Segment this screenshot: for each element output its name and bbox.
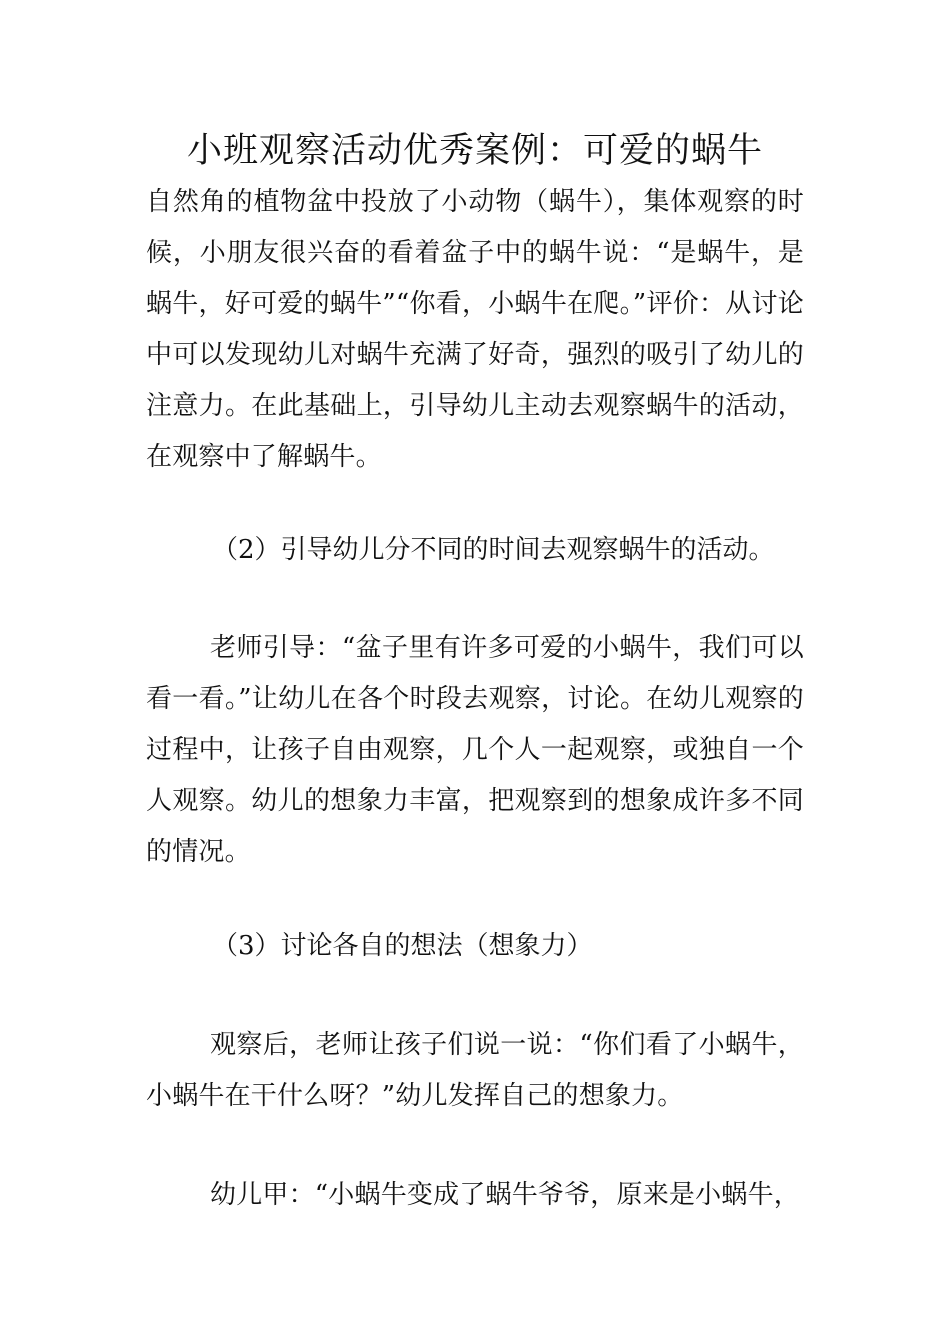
paragraph-intro: 自然角的植物盆中投放了小动物（蜗牛），集体观察的时候，小朋友很兴奋的看着盆子中的蜗牛说：“是蜗牛，是蜗牛，好可爱的蜗牛”“你看，小蜗牛在爬。”评价：从讨论中可以发现幼儿对蜗牛充满了好奇，强烈的吸引了幼儿的注意力。在此基础上，引导幼儿主动去观察蜗牛的活动，在观察中了解蜗牛。 [146, 187, 804, 472]
paragraph-child-a: 幼儿甲：“小蜗牛变成了蜗牛爷爷，原来是小蜗牛， [210, 1180, 800, 1210]
document-title: 小班观察活动优秀案例：可爱的蜗牛 [186, 131, 763, 171]
paragraph-teacher-guidance: 老师引导：“盆子里有许多可爱的小蜗牛，我们可以看一看。”让幼儿在各个时段去观察，讨论。在幼儿观察的过程中，让孩子自由观察，几个人一起观察，或独自一个人观察。幼儿的想象力丰富，把观察到的想象成许多不同的情况。 [146, 633, 804, 867]
paragraph-discussion: 观察后，老师让孩子们说一说：“你们看了小蜗牛，小蜗牛在干什么呀？”幼儿发挥自己的想象力。 [146, 1030, 804, 1111]
section-heading-2: （2）引导幼儿分不同的时间去观察蜗牛的活动。 [212, 535, 775, 565]
section-heading-3: （3）讨论各自的想法（想象力） [212, 931, 593, 961]
